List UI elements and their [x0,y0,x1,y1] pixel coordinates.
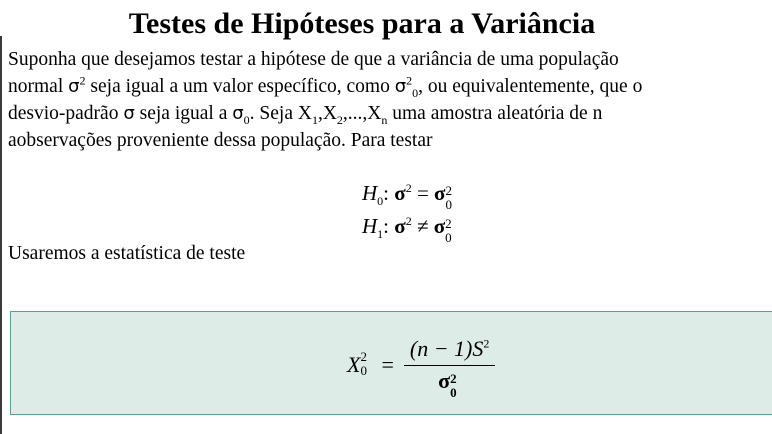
left-border-rule [0,36,2,434]
formula-denominator: σ 2 0 [438,368,457,400]
formula-box [10,311,772,415]
formula-numerator: $(n - 1)S^2$ [404,336,496,366]
alternative-hypothesis: $H_1$: $\sigma^2 \ne \sigma$ 2 0 [362,214,452,245]
page-title: Testes de Hipóteses para a Variância [128,7,596,40]
intro-line-1: Suponha que desejamos testar a hipótese de que a variância de uma população [8,49,619,70]
test-statistic-intro: Usaremos a estatística de teste [8,243,246,264]
intro-line-3: desvio-padrão σ seja igual a $\sigma_0$. Seja $X_1,X_2,...,X_n$ uma amostra aleatória de n [8,103,603,127]
intro-line-2: normal $\sigma^2$ seja igual a um valor específico, como $\sigma^2_0$, ou equivalentemente, que o [8,73,643,100]
test-statistic-formula: X 2 0 = $(n - 1)S^2$ σ 2 0 [347,336,495,394]
null-hypothesis: $H_0$: $\sigma^2 = \sigma$ 2 0 [362,181,452,212]
intro-line-4: aobservações proveniente dessa população. Para testar [8,130,433,151]
intro-paragraph [8,46,770,154]
formula-fraction [404,336,496,400]
